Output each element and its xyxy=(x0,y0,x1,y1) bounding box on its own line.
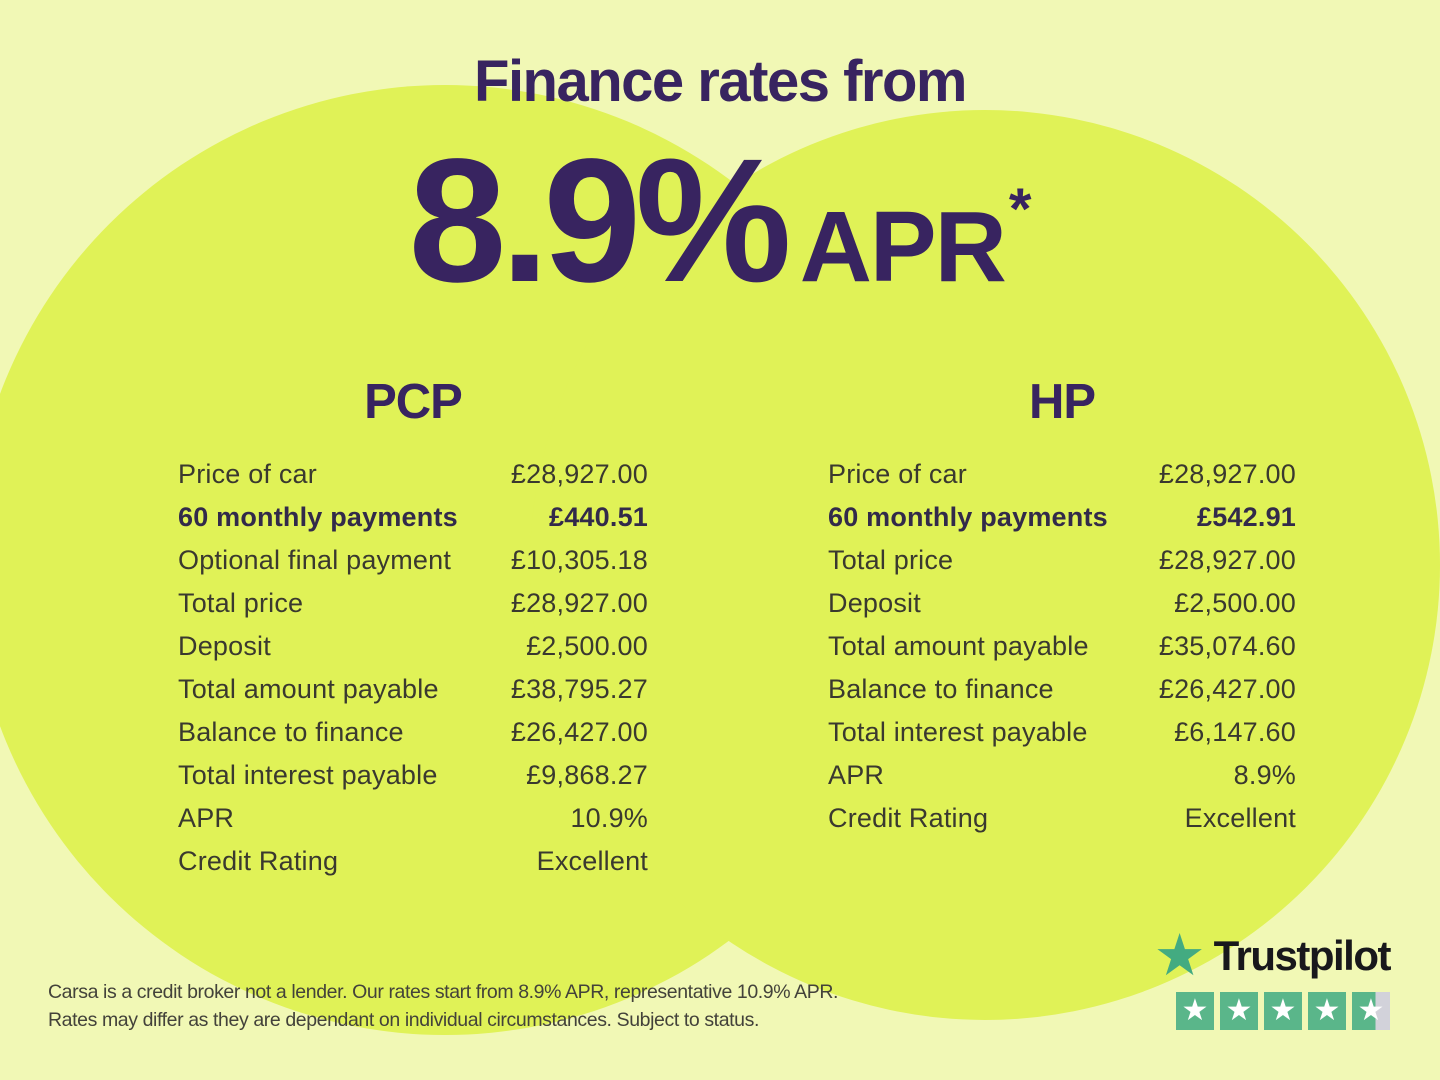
finance-row xyxy=(178,496,648,539)
trustpilot-logo xyxy=(1153,923,1390,988)
row-label: Total interest payable xyxy=(828,717,1088,747)
finance-row xyxy=(828,797,1296,840)
finance-row xyxy=(828,453,1296,496)
hero-asterisk: * xyxy=(1008,177,1032,242)
rating-star-box xyxy=(1220,992,1258,1030)
row-value: £26,427.00 xyxy=(510,717,648,747)
finance-row xyxy=(178,582,648,625)
star-icon: ★ xyxy=(1269,994,1297,1027)
row-label: Total price xyxy=(178,588,304,618)
hp-finance-table xyxy=(828,375,1296,840)
legal-disclaimer xyxy=(48,978,838,1034)
row-value: £9,868.27 xyxy=(526,760,648,790)
page-title: Finance rates from xyxy=(474,49,966,114)
finance-row xyxy=(178,539,648,582)
rating-star-box xyxy=(1308,992,1346,1030)
row-label: Deposit xyxy=(828,588,921,618)
row-value: Excellent xyxy=(536,846,648,876)
row-value: £28,927.00 xyxy=(1158,459,1296,489)
row-value: £38,795.27 xyxy=(510,674,648,704)
star-icon: ★ xyxy=(1225,994,1253,1027)
disclaimer-line-2: Rates may differ as they are dependant on individual circumstances. Subject to status. xyxy=(48,1009,759,1031)
trustpilot-badge xyxy=(1153,923,1390,1030)
trustpilot-star-icon: ★ xyxy=(1153,923,1206,988)
finance-row xyxy=(828,625,1296,668)
row-label: APR xyxy=(178,803,235,833)
row-label: Price of car xyxy=(828,459,967,489)
row-label: Total interest payable xyxy=(178,760,438,790)
finance-row xyxy=(828,711,1296,754)
rating-star-box xyxy=(1176,992,1214,1030)
finance-row xyxy=(828,582,1296,625)
rating-star-box-partial xyxy=(1352,992,1390,1030)
hero-apr-rate xyxy=(0,123,1440,319)
row-value: £542.91 xyxy=(1197,502,1296,532)
row-value: £440.51 xyxy=(549,502,648,532)
row-label: Optional final payment xyxy=(178,545,452,575)
row-label: 60 monthly payments xyxy=(828,502,1108,532)
rating-star-box xyxy=(1264,992,1302,1030)
row-value: £10,305.18 xyxy=(510,545,648,575)
row-label: Deposit xyxy=(178,631,271,661)
row-label: Balance to finance xyxy=(178,717,404,747)
finance-row xyxy=(828,668,1296,711)
row-value: £6,147.60 xyxy=(1174,717,1296,747)
star-icon: ★ xyxy=(1181,994,1209,1027)
row-value: £26,427.00 xyxy=(1158,674,1296,704)
finance-row xyxy=(828,496,1296,539)
row-value: £28,927.00 xyxy=(1158,545,1296,575)
finance-row xyxy=(178,453,648,496)
disclaimer-line-1: Carsa is a credit broker not a lender. Our rates start from 8.9% APR, representative 10.9% APR. xyxy=(48,981,839,1003)
finance-row xyxy=(178,711,648,754)
pcp-finance-table xyxy=(178,375,648,883)
row-label: Total amount payable xyxy=(828,631,1089,661)
row-label: Credit Rating xyxy=(828,803,989,833)
row-value: £28,927.00 xyxy=(510,459,648,489)
row-value: £2,500.00 xyxy=(526,631,648,661)
hero-rate-unit: APR xyxy=(799,191,1005,303)
finance-row xyxy=(828,754,1296,797)
row-label: 60 monthly payments xyxy=(178,502,458,532)
star-icon: ★ xyxy=(1313,994,1341,1027)
row-label: Balance to finance xyxy=(828,674,1054,704)
row-value: 8.9% xyxy=(1233,760,1296,790)
finance-row xyxy=(178,754,648,797)
finance-row xyxy=(178,840,648,883)
pcp-heading: PCP xyxy=(364,375,462,429)
hp-heading: HP xyxy=(1028,375,1096,429)
row-value: 10.9% xyxy=(570,803,648,833)
trustpilot-brand-text: Trustpilot xyxy=(1213,932,1390,979)
row-value: Excellent xyxy=(1184,803,1296,833)
row-value: £2,500.00 xyxy=(1174,588,1296,618)
row-label: Total price xyxy=(828,545,954,575)
hero-rate-value: 8.9% xyxy=(408,123,786,319)
row-label: Price of car xyxy=(178,459,317,489)
row-label: Total amount payable xyxy=(178,674,439,704)
row-value: £28,927.00 xyxy=(510,588,648,618)
row-label: APR xyxy=(828,760,885,790)
finance-row xyxy=(178,797,648,840)
finance-row xyxy=(828,539,1296,582)
star-icon: ★ xyxy=(1357,994,1385,1027)
trustpilot-star-rating xyxy=(1176,992,1390,1030)
finance-row xyxy=(178,625,648,668)
finance-row xyxy=(178,668,648,711)
row-value: £35,074.60 xyxy=(1158,631,1296,661)
row-label: Credit Rating xyxy=(178,846,339,876)
